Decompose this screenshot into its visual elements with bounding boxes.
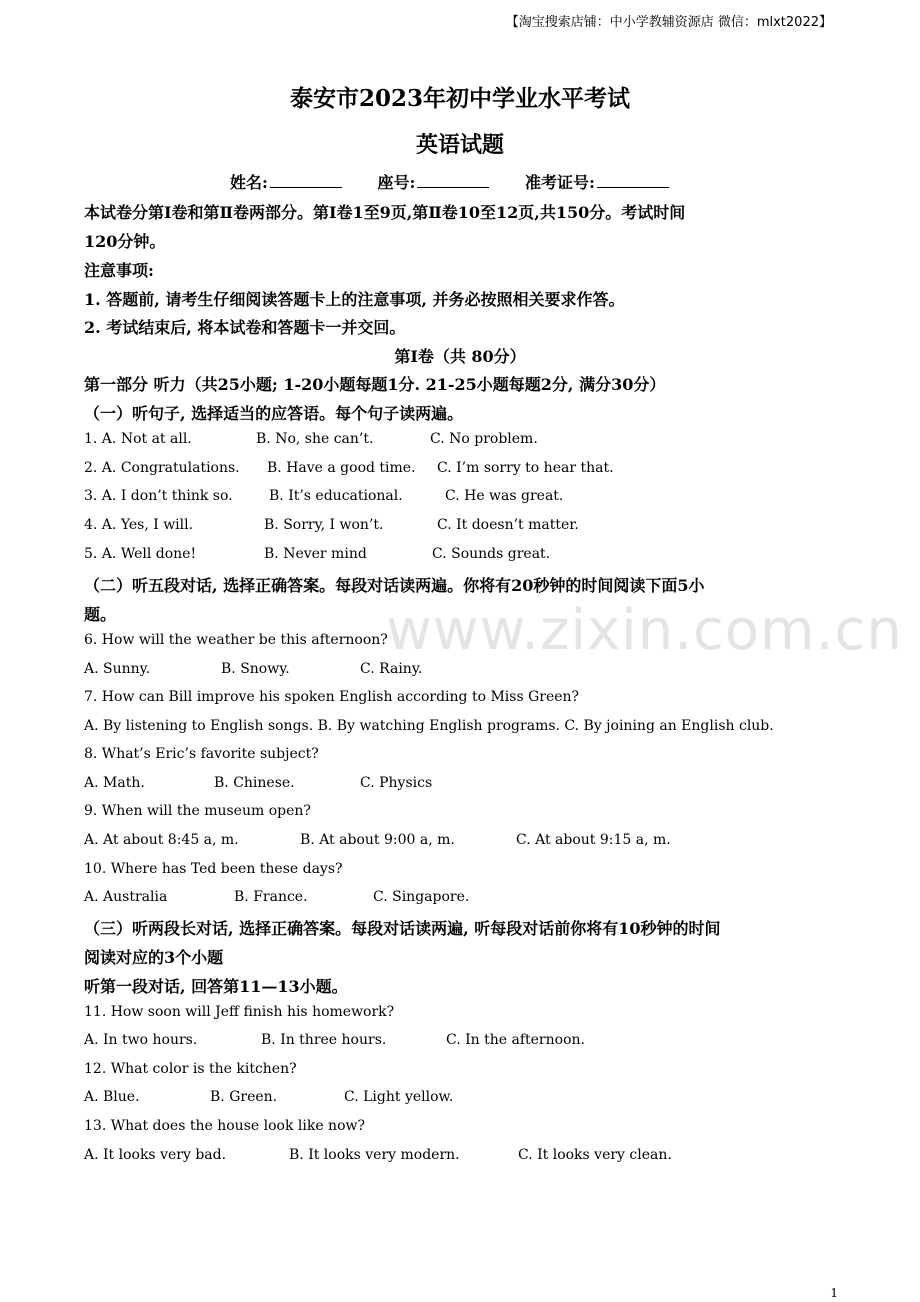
seat-label: 座号: xyxy=(377,173,416,192)
q11-option-b: B. In three hours. xyxy=(261,1032,387,1048)
q6-option-a: A. Sunny. xyxy=(84,661,151,677)
q7-text: 7. How can Bill improve his spoken English according to Miss Green? xyxy=(84,689,580,705)
q6-option-b: B. Snowy. xyxy=(221,661,290,677)
q9-option-c: C. At about 9:15 a, m. xyxy=(516,832,671,848)
volume-heading: 第Ⅰ卷（共 80分） xyxy=(394,347,526,366)
note-1: 1. 答题前, 请考生仔细阅读答题卡上的注意事项, 并务必按照相关要求作答。 xyxy=(84,290,625,309)
exam-title: 泰安市2023年初中学业水平考试 xyxy=(289,85,630,112)
q2-option-b: B. Have a good time. xyxy=(267,460,416,476)
seat-field[interactable] xyxy=(378,173,490,192)
student-info-fields xyxy=(230,170,699,193)
q4-option-b: B. Sorry, I won’t. xyxy=(264,517,384,533)
q6-option-c: C. Rainy. xyxy=(360,661,423,677)
q10-option-c: C. Singapore. xyxy=(373,889,470,905)
q12-text: 12. What color is the kitchen? xyxy=(84,1061,297,1077)
q11-option-a: A. In two hours. xyxy=(84,1032,198,1048)
q2-option-c: C. I’m sorry to hear that. xyxy=(437,460,614,476)
q3-option-b: B. It’s educational. xyxy=(269,488,403,504)
q10-option-b: B. France. xyxy=(234,889,308,905)
name-blank[interactable] xyxy=(270,173,342,188)
intro-line-1: 本试卷分第Ⅰ卷和第Ⅱ卷两部分。第I卷1至9页,第Ⅱ卷10至12页,共150分。考试时间 xyxy=(84,203,686,222)
q9-option-a: A. At about 8:45 a, m. xyxy=(84,832,239,848)
q12-option-a: A. Blue. xyxy=(84,1089,140,1105)
q9-option-b: B. At about 9:00 a, m. xyxy=(300,832,455,848)
notes-title: 注意事项: xyxy=(84,261,154,280)
part1-heading: 第一部分 听力（共25小题; 1-20小题每题1分. 21-25小题每题2分, 满分30分） xyxy=(84,375,666,394)
q1-option-b: B. No, she can’t. xyxy=(256,431,374,447)
q5-option-b: B. Never mind xyxy=(264,546,367,562)
id-label: 准考证号: xyxy=(525,173,595,192)
note-2: 2. 考试结束后, 将本试卷和答题卡一并交回。 xyxy=(84,318,406,337)
q1-option-a: 1. A. Not at all. xyxy=(84,431,192,447)
section3-title-line-1: （三）听两段长对话, 选择正确答案。每段对话读两遍, 听每段对话前你将有10秒钟的时间 xyxy=(84,919,721,938)
section3-title-line-2: 阅读对应的3个小题 xyxy=(84,948,224,967)
q13-option-c: C. It looks very clean. xyxy=(518,1147,672,1163)
q13-text: 13. What does the house look like now? xyxy=(84,1118,365,1134)
page-number: 1 xyxy=(830,1286,838,1300)
section2-title-line-1: （二）听五段对话, 选择正确答案。每段对话读两遍。你将有20秒钟的时间阅读下面5小 xyxy=(84,576,705,595)
id-field[interactable] xyxy=(525,173,669,192)
section1-title: （一）听句子, 选择适当的应答语。每个句子读两遍。 xyxy=(84,404,464,423)
q2-option-a: 2. A. Congratulations. xyxy=(84,460,240,476)
name-label: 姓名: xyxy=(230,173,268,192)
q10-text: 10. Where has Ted been these days? xyxy=(84,861,343,877)
q10-option-a: A. Australia xyxy=(84,889,168,905)
q9-text: 9. When will the museum open? xyxy=(84,803,311,819)
q12-option-c: C. Light yellow. xyxy=(344,1089,454,1105)
id-blank[interactable] xyxy=(597,173,669,188)
q13-option-a: A. It looks very bad. xyxy=(84,1147,227,1163)
name-field[interactable] xyxy=(230,173,342,192)
q4-option-a: 4. A. Yes, I will. xyxy=(84,517,194,533)
q11-option-c: C. In the afternoon. xyxy=(446,1032,585,1048)
exam-subtitle: 英语试题 xyxy=(415,132,504,158)
q11-text: 11. How soon will Jeff finish his homework? xyxy=(84,1004,395,1020)
q13-option-b: B. It looks very modern. xyxy=(289,1147,460,1163)
watermark: www.zixin.com.cn xyxy=(386,598,903,663)
q3-option-a: 3. A. I don’t think so. xyxy=(84,488,233,504)
section2-title-line-2: 题。 xyxy=(84,605,117,624)
q4-option-c: C. It doesn’t matter. xyxy=(437,517,579,533)
seat-blank[interactable] xyxy=(417,173,489,188)
q8-option-c: C. Physics xyxy=(360,775,433,791)
q8-option-a: A. Math. xyxy=(84,775,145,791)
q7-options: A. By listening to English songs. B. By watching English programs. C. By joining an English club. xyxy=(84,718,774,734)
q8-text: 8. What’s Eric’s favorite subject? xyxy=(84,746,319,762)
q5-option-a: 5. A. Well done! xyxy=(84,546,197,562)
q5-option-c: C. Sounds great. xyxy=(432,546,551,562)
section3-sub-heading-1: 听第一段对话, 回答第11—13小题。 xyxy=(84,977,348,996)
q8-option-b: B. Chinese. xyxy=(214,775,295,791)
q12-option-b: B. Green. xyxy=(210,1089,278,1105)
header-banner: 【淘宝搜索店铺：中小学教辅资源店 微信：mlxt2022】 xyxy=(505,15,832,30)
intro-line-2: 120分钟。 xyxy=(84,232,166,251)
q3-option-c: C. He was great. xyxy=(445,488,564,504)
q6-text: 6. How will the weather be this afternoon? xyxy=(84,632,388,648)
q1-option-c: C. No problem. xyxy=(430,431,538,447)
